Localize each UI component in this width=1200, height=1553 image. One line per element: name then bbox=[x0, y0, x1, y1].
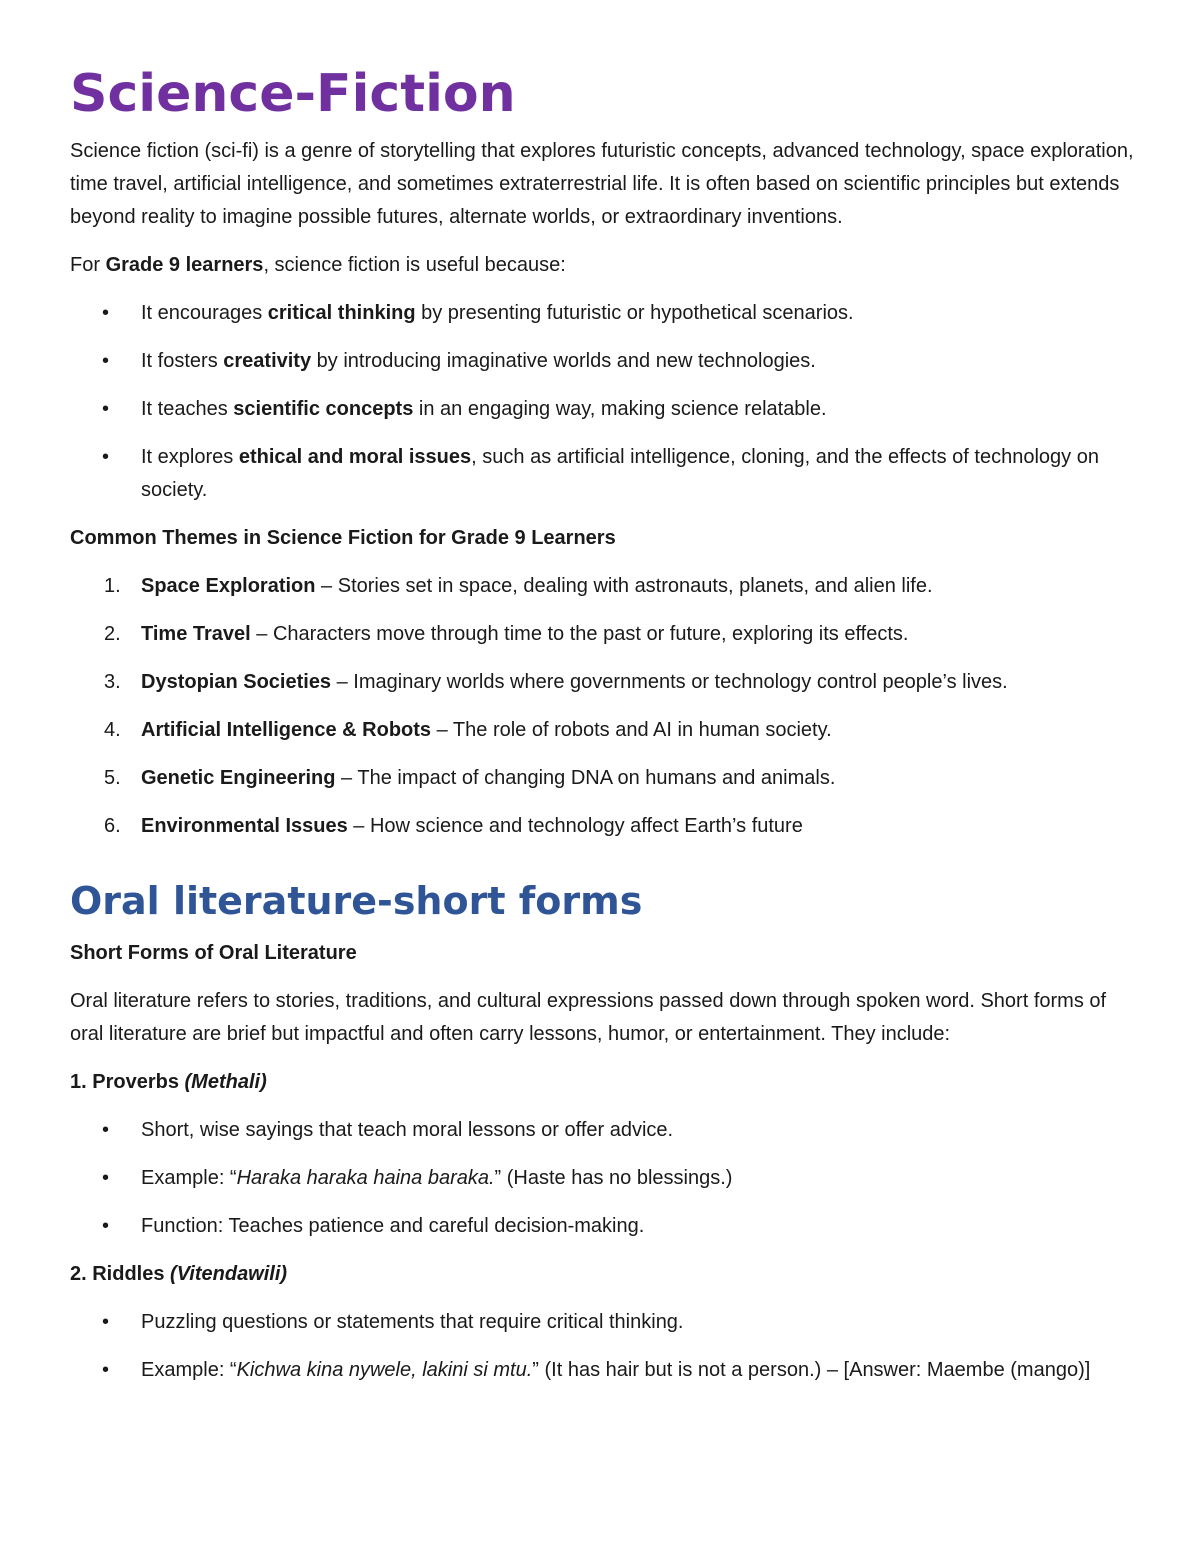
list-item bbox=[70, 666, 1135, 699]
themes-list bbox=[70, 570, 1135, 843]
scifi-useful-line bbox=[70, 249, 1135, 282]
list-item bbox=[70, 297, 1135, 330]
list-item bbox=[70, 714, 1135, 747]
item-text: – Characters move through time to the past or future, exploring its effects. bbox=[250, 623, 909, 646]
oral-intro: Oral literature refers to stories, traditions, and cultural expressions passed down through spoken word. Short forms of oral literature are brief but impactful and often carry lessons, humor, or entertainment. They include: bbox=[70, 989, 1107, 1045]
item-bold: Environmental Issues bbox=[141, 815, 348, 838]
list-item bbox=[70, 1354, 1135, 1387]
item-italic: Kichwa kina nywele, lakini si mtu. bbox=[236, 1358, 533, 1381]
item-text: ” (It has hair but is not a person.) – [Answer: Maembe (mango)] bbox=[532, 1358, 1091, 1381]
list-item bbox=[70, 810, 1135, 843]
item-text: in an engaging way, making science relatable. bbox=[413, 398, 827, 421]
proverbs-list bbox=[70, 1114, 1135, 1243]
bullet-icon: • bbox=[102, 1118, 110, 1141]
item-bold: Genetic Engineering bbox=[141, 767, 336, 790]
useful-pre: For bbox=[70, 254, 106, 277]
item-text: – How science and technology affect Earth’s future bbox=[347, 815, 803, 838]
item-number: 2. bbox=[104, 623, 121, 646]
list-item bbox=[70, 762, 1135, 795]
heading-italic: (Vitendawili) bbox=[170, 1262, 288, 1285]
item-text: It teaches bbox=[141, 398, 234, 421]
riddles-list bbox=[70, 1306, 1135, 1387]
oral-title: Oral literature-short forms bbox=[70, 879, 643, 924]
list-item bbox=[70, 1210, 1135, 1243]
item-number: 6. bbox=[104, 815, 121, 838]
useful-post: , science fiction is useful because: bbox=[263, 254, 566, 277]
item-bold: scientific concepts bbox=[233, 398, 414, 421]
riddles-heading bbox=[70, 1258, 1135, 1291]
item-text: – The impact of changing DNA on humans and animals. bbox=[335, 767, 836, 790]
item-italic: Haraka haraka haina baraka. bbox=[236, 1166, 495, 1189]
list-item bbox=[70, 441, 1135, 507]
bullet-icon: • bbox=[102, 1214, 110, 1237]
list-item bbox=[70, 570, 1135, 603]
item-text: Puzzling questions or statements that require critical thinking. bbox=[141, 1310, 684, 1333]
bullet-icon: • bbox=[102, 350, 110, 373]
item-number: 3. bbox=[104, 671, 121, 694]
bullet-icon: • bbox=[102, 1166, 110, 1189]
bullet-icon: • bbox=[102, 302, 110, 325]
item-text: , such as artificial intelligence, cloning, and the effects of technology on society. bbox=[141, 446, 1099, 502]
item-bold: Time Travel bbox=[141, 623, 251, 646]
item-text: ” (Haste has no blessings.) bbox=[494, 1166, 733, 1189]
item-bold: creativity bbox=[223, 350, 312, 373]
item-text: by presenting futuristic or hypothetical scenarios. bbox=[415, 302, 854, 325]
item-text: – Stories set in space, dealing with astronauts, planets, and alien life. bbox=[315, 575, 933, 598]
item-bold: critical thinking bbox=[267, 302, 416, 325]
item-number: 4. bbox=[104, 719, 121, 742]
item-text: by introducing imaginative worlds and new technologies. bbox=[311, 350, 816, 373]
bullet-icon: • bbox=[102, 1310, 110, 1333]
proverbs-heading bbox=[70, 1066, 1135, 1099]
bullet-icon: • bbox=[102, 1358, 110, 1381]
useful-bold: Grade 9 learners bbox=[105, 254, 264, 277]
item-bold: Dystopian Societies bbox=[141, 671, 332, 694]
list-item bbox=[70, 345, 1135, 378]
item-number: 5. bbox=[104, 767, 121, 790]
scifi-intro: Science fiction (sci-fi) is a genre of storytelling that explores futuristic concepts, advanced technology, space exploration, time travel, artificial intelligence, and sometimes extraterrestrial life. It is often based on scientific principles but extends beyond reality to imagine possible futures, alternate worlds, or extraordinary inventions. bbox=[70, 140, 1134, 229]
heading-text: 2. Riddles bbox=[70, 1262, 171, 1285]
item-text: Short, wise sayings that teach moral lessons or offer advice. bbox=[141, 1118, 674, 1141]
item-text: – The role of robots and AI in human society. bbox=[431, 719, 832, 742]
list-item bbox=[70, 1114, 1135, 1147]
list-item bbox=[70, 618, 1135, 651]
item-text: It encourages bbox=[141, 302, 268, 325]
item-bold: Artificial Intelligence & Robots bbox=[141, 719, 432, 742]
heading-italic: (Methali) bbox=[184, 1070, 267, 1093]
item-text: Example: “ bbox=[141, 1166, 237, 1189]
list-item bbox=[70, 393, 1135, 426]
scifi-title: Science-Fiction bbox=[70, 64, 516, 124]
item-bold: ethical and moral issues bbox=[238, 446, 472, 469]
item-text: It explores bbox=[141, 446, 239, 469]
oral-subheading: Short Forms of Oral Literature bbox=[70, 941, 357, 964]
item-text: Example: “ bbox=[141, 1358, 237, 1381]
item-bold: Space Exploration bbox=[141, 575, 316, 598]
item-number: 1. bbox=[104, 575, 121, 598]
heading-text: 1. Proverbs bbox=[70, 1070, 185, 1093]
list-item bbox=[70, 1306, 1135, 1339]
themes-heading: Common Themes in Science Fiction for Grade 9 Learners bbox=[70, 527, 616, 550]
scifi-reasons-list bbox=[70, 297, 1135, 507]
bullet-icon: • bbox=[102, 446, 110, 469]
list-item bbox=[70, 1162, 1135, 1195]
bullet-icon: • bbox=[102, 398, 110, 421]
document-page bbox=[70, 66, 1135, 1402]
item-text: – Imaginary worlds where governments or technology control people’s lives. bbox=[331, 671, 1008, 694]
item-text: Function: Teaches patience and careful decision-making. bbox=[141, 1214, 645, 1237]
item-text: It fosters bbox=[141, 350, 224, 373]
